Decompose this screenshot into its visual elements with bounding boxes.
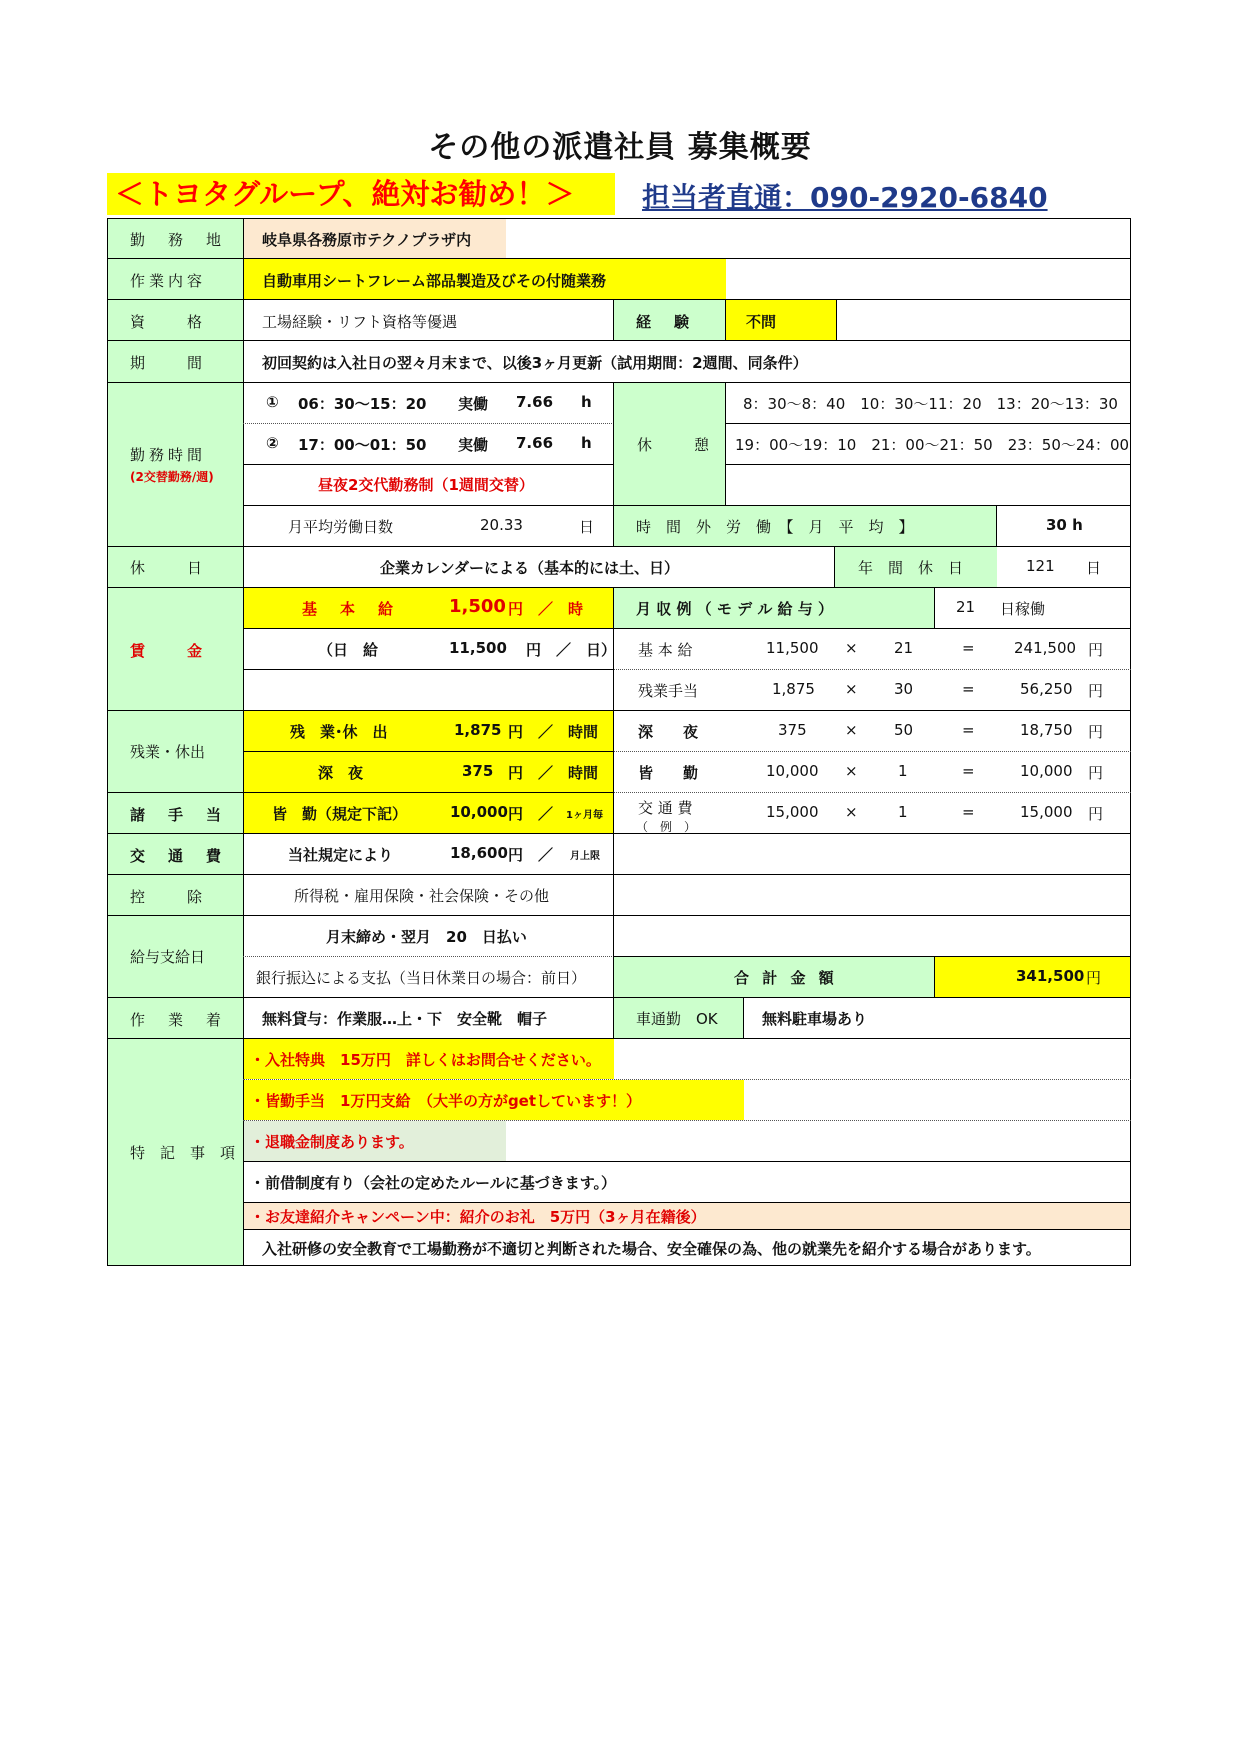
calc-unit: 円 (1088, 641, 1104, 659)
daily-wage-label: （日 給 (318, 641, 379, 659)
uniform-label: 作 業 着 (130, 1011, 226, 1029)
job-label: 作業内容 (130, 272, 207, 290)
col-line (613, 382, 614, 546)
monthly-example-label: 月 収 例 （ モ デ ル 給 与 ） (636, 600, 834, 618)
avg-days-label: 月平均労働日数 (288, 518, 394, 536)
calc-qty: 1 (898, 803, 908, 821)
calc-eq: = (962, 680, 975, 698)
allowance-label: 諸 手 当 (130, 806, 226, 824)
calc-times: × (845, 721, 858, 739)
total-unit: 円 (1086, 969, 1102, 987)
row-line (107, 792, 614, 793)
contact-phone[interactable]: 担当者直通：090-2920-6840 (642, 181, 1048, 214)
calc-label: 基 本 給 (638, 641, 693, 659)
transport-value: 18,600 (450, 844, 508, 862)
row-line (107, 710, 1131, 711)
shift-note: 昼夜2交代勤務制（1週間交替） (318, 476, 534, 494)
allowance-unit: 円 ／ (508, 805, 554, 823)
calc-amount: 18,750 (1020, 721, 1073, 739)
avg-days-unit: 日 (579, 518, 595, 536)
row-line (243, 1229, 1131, 1230)
calc-unit: 円 (1088, 682, 1104, 700)
base-wage-unit: 円 ／ 時 (508, 600, 584, 618)
shift1-hours: 7.66 (516, 393, 554, 411)
experience-label: 経 験 (636, 313, 694, 331)
calc-qty: 30 (894, 680, 914, 698)
label-divider (243, 218, 244, 1265)
calc-amount: 56,250 (1020, 680, 1073, 698)
transport-label: 交 通 費 (130, 847, 226, 865)
col-line (836, 299, 837, 340)
row-line (725, 464, 1130, 465)
night-pay-unit: 円 ／ 時間 (508, 764, 599, 782)
ot-pay-unit: 円 ／ 時間 (508, 723, 599, 741)
transport-unit: 円 ／ (508, 846, 554, 864)
col-line (725, 382, 726, 505)
job-value: 自動車用シートフレーム部品製造及びその付随業務 (262, 272, 606, 290)
calc-rate: 375 (778, 721, 807, 739)
night-pay-value: 375 (462, 762, 494, 780)
location-value: 岐阜県各務原市テクノプラザ内 (262, 231, 472, 249)
row-line (107, 833, 1131, 834)
col-line (613, 299, 614, 340)
qualification-value: 工場経験・リフト資格等優遇 (262, 313, 458, 331)
calc-rate: 15,000 (766, 803, 819, 821)
calc-times: × (845, 639, 858, 657)
shift2-no: ② (266, 434, 279, 452)
payday-label: 給与支給日 (130, 948, 206, 966)
col-line (934, 587, 935, 628)
row-line (243, 956, 614, 957)
deduction-label: 控 除 (130, 888, 207, 906)
hours-label: 勤務時間 (130, 446, 207, 464)
row-line (614, 956, 1131, 957)
row-line (243, 669, 614, 670)
allowance-value: 10,000 (450, 803, 508, 821)
base-wage-value: 1,500 (449, 596, 506, 617)
calc-rate: 11,500 (766, 639, 819, 657)
allowance-name: 皆 勤（規定下記） (272, 805, 408, 823)
ot-pay-label: 残 業･休 出 (290, 723, 388, 741)
row-line (107, 915, 1131, 916)
break-times-night: 19：00〜19：10 21：00〜21：50 23：50〜24：00 (735, 436, 1130, 454)
calc-label: 皆 勤 (638, 764, 699, 782)
row-line (243, 423, 614, 424)
overtime-label: 時 間 外 労 働 【 月 平 均 】 (636, 518, 914, 536)
holiday-value: 企業カレンダーによる（基本的には土、日） (380, 559, 680, 577)
parking-info: 無料駐車場あり (762, 1010, 868, 1028)
row-line (614, 792, 1131, 793)
col-line (725, 299, 726, 340)
break-times-day: 8：30〜8：40 10：30〜11：20 13：20〜13：30 (743, 395, 1118, 413)
payment-method: 銀行振込による支払（当日休業日の場合：前日） (256, 969, 587, 987)
calc-times: × (845, 680, 858, 698)
calc-unit: 円 (1088, 805, 1104, 823)
row-line (107, 874, 1131, 875)
annual-holiday-label: 年 間 休 日 (858, 559, 964, 577)
notes-label: 特 記 事 項 (130, 1144, 236, 1162)
row-line (107, 382, 1131, 383)
calc-eq: = (962, 803, 975, 821)
total-label: 合 計 金 額 (734, 969, 838, 987)
note-item: ・退職金制度あります。 (250, 1133, 414, 1151)
calc-times: × (845, 803, 858, 821)
row-line (243, 505, 1131, 506)
col-line (834, 546, 835, 587)
shift1-time: 06：30〜15：20 (298, 395, 427, 413)
deduction-value: 所得税・雇用保険・社会保険・その他 (294, 887, 550, 905)
break-label: 休 憩 (637, 436, 714, 454)
period-label: 期 間 (130, 354, 207, 372)
commute-ok: 車通勤 OK (636, 1010, 718, 1028)
row-line (243, 1120, 1131, 1121)
col-line (743, 997, 744, 1038)
uniform-value: 無料貸与：作業服…上・下 安全靴 帽子 (262, 1010, 548, 1028)
note-item: ・お友達紹介キャンペーン中：紹介のお礼 5万円（3ヶ月在籍後） (250, 1208, 706, 1226)
row-line (243, 628, 1131, 629)
note-item: ・皆勤手当 1万円支給 （大半の方がgetしています！） (250, 1092, 642, 1110)
monthly-days: 21 (956, 598, 976, 616)
calc-amount: 10,000 (1020, 762, 1073, 780)
note-item: 入社研修の安全教育で工場勤務が不適切と判断された場合、安全確保の為、他の就業先を紹介する場合があります。 (262, 1240, 1041, 1258)
calc-rate: 1,875 (772, 680, 815, 698)
shift2-time: 17：00〜01：50 (298, 436, 427, 454)
qualification-label: 資 格 (130, 313, 207, 331)
row-line (243, 464, 614, 465)
row-line (107, 299, 1131, 300)
night-pay-label: 深 夜 (318, 764, 364, 782)
calc-eq: = (962, 639, 975, 657)
row-line (107, 997, 1131, 998)
row-line (614, 669, 1131, 670)
row-line (107, 1038, 1131, 1039)
monthly-days-unit: 日稼働 (1000, 600, 1046, 618)
row-line (243, 1202, 1131, 1203)
annual-holiday-unit: 日 (1086, 559, 1102, 577)
calc-qty: 21 (894, 639, 914, 657)
calc-qty: 1 (898, 762, 908, 780)
calc-unit: 円 (1088, 723, 1104, 741)
base-wage-label: 基 本 給 (302, 600, 398, 618)
calc-label: 残業手当 (638, 682, 699, 700)
shift2-hours: 7.66 (516, 434, 554, 452)
page-title: その他の派遣社員 募集概要 (428, 130, 812, 165)
allowance-note: 1ヶ月毎 (566, 810, 603, 821)
row-line (243, 751, 614, 752)
shift2-actual: 実働 (458, 436, 489, 454)
overtime-value: 30 h (1046, 516, 1083, 534)
experience-value: 不問 (746, 313, 777, 331)
transport-name: 当社規定により (288, 846, 394, 864)
transport-example: （ 例 ） (636, 820, 697, 834)
calc-amount: 241,500 (1014, 639, 1077, 657)
daily-wage-unit: 円 ／ 日） (526, 641, 617, 659)
note-item: ・前借制度有り（会社の定めたルールに基づきます。） (250, 1174, 617, 1192)
hours-sublabel: (2交替勤務/週) (130, 470, 214, 484)
row-line (614, 751, 1131, 752)
holiday-label: 休 日 (130, 559, 207, 577)
location-label: 勤 務 地 (130, 231, 226, 249)
col-line (934, 956, 935, 997)
calc-eq: = (962, 762, 975, 780)
wage-label: 賃 金 (130, 642, 207, 660)
shift1-no: ① (266, 393, 279, 411)
note-item: ・入社特典 15万円 詳しくはお問合せください。 (250, 1051, 601, 1069)
col-line (996, 505, 997, 546)
row-line (243, 1161, 1131, 1162)
promo-banner: ＜トヨタグループ、絶対お勧め！＞ (107, 173, 615, 215)
payday-value: 月末締め・翌月 20 日払い (326, 928, 527, 946)
transport-note: 月上限 (570, 851, 600, 862)
calc-eq: = (962, 721, 975, 739)
total-value: 341,500 (1016, 967, 1085, 985)
row-line (107, 258, 1131, 259)
shift1-unit: h (581, 393, 592, 411)
calc-label: 深 夜 (638, 723, 699, 741)
calc-rate: 10,000 (766, 762, 819, 780)
shift2-unit: h (581, 434, 592, 452)
calc-unit: 円 (1088, 764, 1104, 782)
row-line (243, 1079, 1131, 1080)
row-line (107, 546, 1131, 547)
period-value: 初回契約は入社日の翌々月末まで、以後3ヶ月更新（試用期間：2週間、同条件） (262, 354, 808, 372)
calc-times: × (845, 762, 858, 780)
row-line (107, 587, 1131, 588)
shift1-actual: 実働 (458, 395, 489, 413)
ot-pay-value: 1,875 (454, 721, 502, 739)
calc-amount: 15,000 (1020, 803, 1073, 821)
daily-wage-value: 11,500 (449, 639, 507, 657)
row-line (725, 423, 1130, 424)
annual-holiday-value: 121 (1026, 557, 1055, 575)
calc-qty: 50 (894, 721, 914, 739)
row-line (107, 340, 1131, 341)
overtime-pay-label: 残業・休出 (130, 743, 206, 761)
calc-label: 交 通 費 (638, 799, 693, 817)
avg-days-value: 20.33 (480, 516, 523, 534)
